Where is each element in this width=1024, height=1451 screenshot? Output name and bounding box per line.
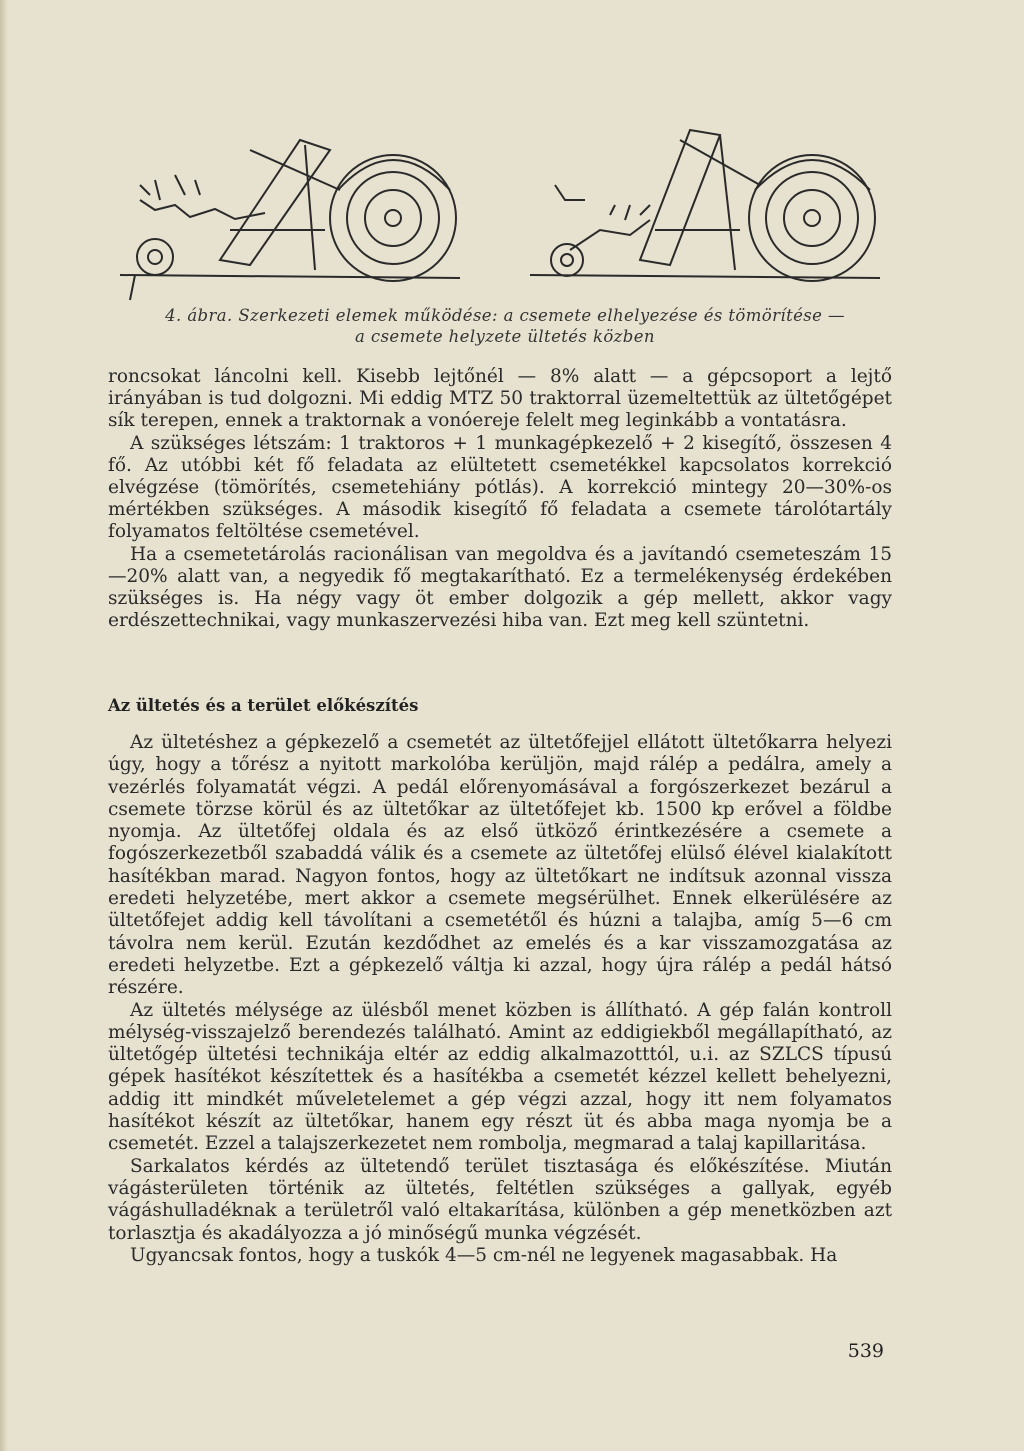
paragraph: roncsokat láncolni kell. Kisebb lejtőnél — 8% alatt — a gépcsoport a lejtő irányában is tud dolgozni. Mi eddig MTZ 50 traktorral üzemeltettük az ültetőgépet sík terepen, ennek a traktornak a vonóereje felelt meg leginkább a vontatásra. [108,366,892,432]
paragraph: Az ültetés mélysége az ülésből menet közben is állítható. A gép falán kontroll mélység-visszajelző berendezés található. Amint az eddigiekből megállapítható, az ültetőgép ültetési technikája eltér az eddig alkalmazotttól, u.i. az SZLCS típusú gépek hasítékot készítettek és a hasítékba a csemetét kézzel kellett behelyezni, addig itt mindkét műveletelemet a gép végzi azzal, hogy itt nem folyamatos hasítékot készít az ültetőkar, hanem egy részt üt és abba maga nyomja be a csemetét. Ezzel a talajszerkezetet nem rombolja, megmarad a talaj kapillaritása. [108,999,892,1155]
planting-machine-illustration [100,110,900,305]
paragraph: Az ültetéshez a gépkezelő a csemetét az ültetőfejjel ellátott ültetőkarra helyezi úgy, hogy a tőrész a nyitott markolóba kerüljön, majd rálép a pedálra, amely a vezérlés folyamatát végzi. A pedál előrenyomásával a forgószerkezet bezárul a csemete törzse körül és az ültetőkar az ültetőfejet kb. 1500 kp erővel a földbe nyomja. Az ültetőfej oldala és az első ütköző érintkezésére a csemete a fogószerkezetből szabaddá válik és a csemete az ültetőfej elülső élével kialakított hasítékban marad. Nagyon fontos, hogy az ültetőkart ne indítsuk azonnal vissza eredeti helyzetébe, mert akkor a csemete megsérülhet. Ennek elkerülésére az ültetőfejet addig kell távolítani a csemetétől és húzni a talajba, amíg 5—6 cm távolra nem kerül. Ezután kezdődhet az emelés és a kar visszamozgatása az eredeti helyzetbe. Ezt a gépkezelő váltja ki azzal, hogy újra rálép a pedál hátsó részére. [108,732,892,999]
paragraph: Ugyancsak fontos, hogy a tuskók 4—5 cm-nél ne legyenek magasabbak. Ha [130,1244,838,1266]
page-binding-edge [0,0,8,1451]
right-machine-drawing [530,130,880,281]
figure-caption-line-1: 4. ábra. Szerkezeti elemek működése: a csemete elhelyezése és tömörítése — [165,306,845,325]
left-machine-drawing [120,140,460,300]
figure-caption-line-2: a csemete helyzete ültetés közben [355,327,655,346]
section-heading: Az ültetés és a terület előkészítés [108,696,419,715]
upper-text-block [108,366,892,632]
paragraph: Ha a csemetetárolás racionálisan van megoldva és a javítandó csemeteszám 15—20% alatt van, a negyedik fő megtakarítható. Ez a termelékenység érdekében szükséges is. Ha négy vagy öt ember dolgozik a gép mellett, akkor vagy erdészettechnikai, vagy munkaszervezési hiba van. Ezt meg kell szüntetni. [108,543,892,632]
figure-planting-machine [100,110,900,305]
figure-caption [110,305,900,347]
body-text-block [108,732,892,1267]
paragraph: Sarkalatos kérdés az ültetendő terület tisztasága és előkészítése. Miután vágásterületen történik az ültetés, feltétlen szükséges a gallyak, egyéb vágáshulladéknak a területről való eltakarítása, különben a gép menetközben azt torlasztja és akadályozza a jó minőségű munka végzését. [108,1155,892,1244]
page-number: 539 [847,1340,884,1362]
paragraph: A szükséges létszám: 1 traktoros + 1 munkagépkezelő + 2 kisegítő, összesen 4 fő. Az utóbbi két fő feladata az elültetett csemetékkel kapcsolatos korrekció elvégzése (tömörítés, csemetehiány pótlás). A korrekció mintegy 20—30%-os mértékben szükséges. A második kisegítő fő feladata a csemete tárolótartály folyamatos feltöltése csemetével. [108,432,892,543]
